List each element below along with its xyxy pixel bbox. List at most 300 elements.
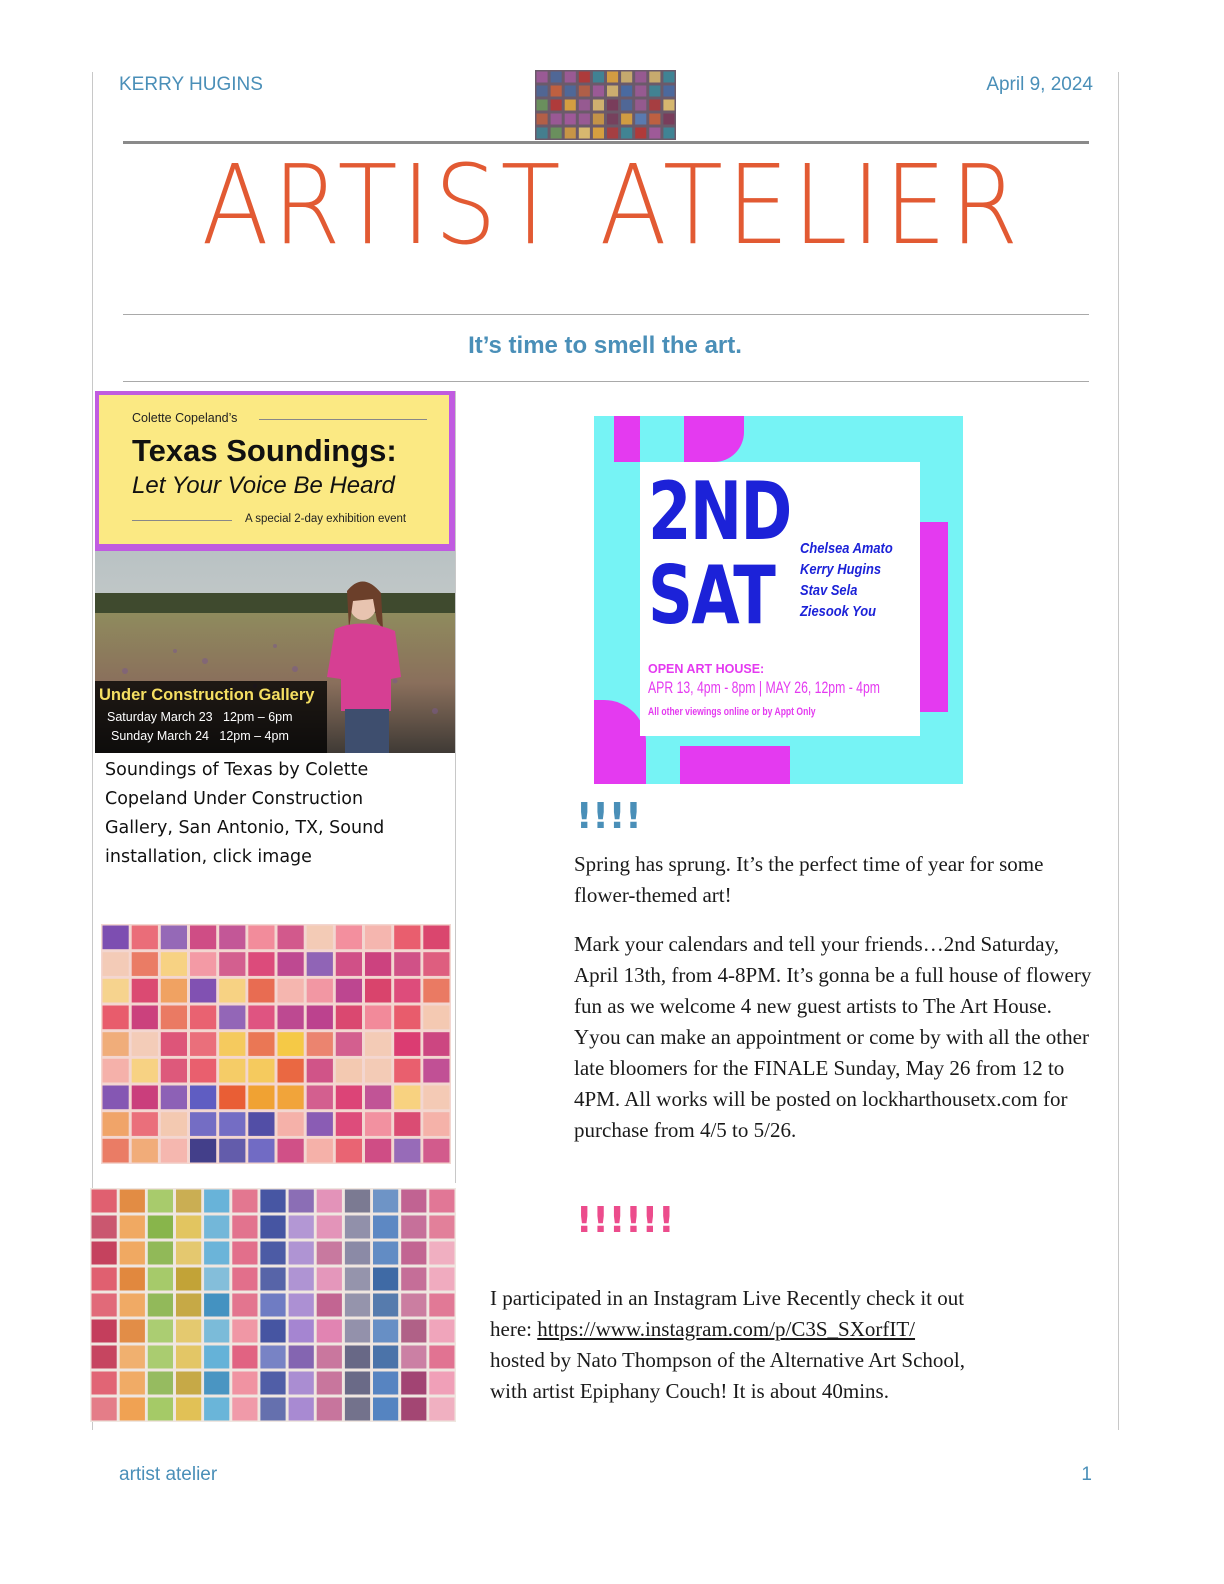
poster-day1: Saturday March 23 12pm – 6pm [107, 710, 293, 724]
tagline: It’s time to smell the art. [468, 332, 742, 359]
watercolor-tile [336, 1006, 362, 1030]
watercolor-tile [120, 1190, 145, 1213]
watercolor-tile [579, 114, 590, 125]
watercolor-tile [219, 1006, 245, 1030]
watercolor-tile [148, 1268, 173, 1291]
watercolor-tile [176, 1242, 201, 1265]
watercolor-tile [649, 100, 660, 111]
watercolor-tile [232, 1294, 257, 1317]
watercolor-tile [132, 1139, 158, 1163]
watercolor-tile [401, 1216, 426, 1239]
watercolor-tile [161, 979, 187, 1003]
watercolor-tile [307, 1139, 333, 1163]
watercolor-tile [394, 926, 420, 950]
watercolor-tile [394, 979, 420, 1003]
watercolor-tile [317, 1320, 342, 1343]
watercolor-tile [132, 979, 158, 1003]
second-saturday-poster[interactable] [594, 416, 963, 784]
instagram-paragraph [490, 1283, 970, 1407]
watercolor-tile [307, 1112, 333, 1136]
watercolor-tile [232, 1372, 257, 1395]
watercolor-tile [219, 952, 245, 976]
watercolor-tile [317, 1216, 342, 1239]
watercolor-tile [161, 1112, 187, 1136]
watercolor-tile [278, 1006, 304, 1030]
watercolor-tile [345, 1346, 370, 1369]
watercolor-tile [148, 1346, 173, 1369]
watercolor-tile [120, 1268, 145, 1291]
poster-gallery-box [95, 681, 327, 753]
watercolor-tile [401, 1190, 426, 1213]
watercolor-tile [551, 100, 562, 111]
watercolor-tile [317, 1268, 342, 1291]
watercolor-tile [345, 1242, 370, 1265]
watercolor-tile [394, 1059, 420, 1083]
watercolor-tile [278, 1032, 304, 1056]
watercolor-tile [204, 1372, 229, 1395]
watercolor-tile [132, 1059, 158, 1083]
watercolor-tile [394, 952, 420, 976]
watercolor-tile [551, 114, 562, 125]
watercolor-tile [232, 1268, 257, 1291]
watercolor-tile [394, 1112, 420, 1136]
watercolor-tile [248, 1032, 274, 1056]
watercolor-tile [429, 1398, 454, 1421]
watercolor-tile [204, 1346, 229, 1369]
watercolor-tile [635, 86, 646, 97]
watercolor-tile [373, 1372, 398, 1395]
instagram-link[interactable]: https://www.instagram.com/p/C3S_SXorfIT/ [537, 1317, 916, 1341]
watercolor-tile [401, 1320, 426, 1343]
watercolor-tile [278, 1059, 304, 1083]
watercolor-tile [537, 128, 548, 139]
watercolor-tile [248, 926, 274, 950]
watercolor-tile [336, 1139, 362, 1163]
watercolor-tile [219, 1032, 245, 1056]
watercolor-tile [120, 1216, 145, 1239]
watercolor-tile [317, 1242, 342, 1265]
watercolor-tile [148, 1242, 173, 1265]
texas-soundings-poster[interactable] [95, 391, 455, 753]
watercolor-tile [176, 1372, 201, 1395]
watercolor-tile [336, 926, 362, 950]
watercolor-tile [429, 1216, 454, 1239]
watercolor-tile [120, 1346, 145, 1369]
watercolor-tile [219, 1086, 245, 1110]
watercolor-tile [621, 86, 632, 97]
watercolor-tile [260, 1398, 285, 1421]
watercolor-tile [190, 1112, 216, 1136]
poster-2nd-sat-heading [648, 465, 791, 642]
watercolor-tile [219, 979, 245, 1003]
watercolor-tile [278, 1139, 304, 1163]
watercolor-tile [103, 1139, 129, 1163]
watercolor-tile [176, 1216, 201, 1239]
watercolor-tile [423, 1112, 449, 1136]
watercolor-tile [92, 1190, 117, 1213]
poster-heading-line1: 2ND [648, 465, 791, 558]
watercolor-tile [429, 1346, 454, 1369]
poster-artist: Stav Sela [800, 582, 858, 599]
watercolor-tile [120, 1398, 145, 1421]
poster-dates: APR 13, 4pm - 8pm | MAY 26, 12pm - 4pm [648, 678, 880, 697]
watercolor-tile [551, 86, 562, 97]
watercolor-tile [429, 1242, 454, 1265]
right-margin-rule [1118, 72, 1119, 1430]
poster-heading-line2: SAT [648, 549, 775, 642]
watercolor-tile [248, 952, 274, 976]
watercolor-tile [260, 1268, 285, 1291]
watercolor-tile [365, 979, 391, 1003]
watercolor-tile [260, 1294, 285, 1317]
watercolor-tile [190, 979, 216, 1003]
watercolor-tile [190, 1032, 216, 1056]
watercolor-tile [537, 86, 548, 97]
watercolor-tile [278, 952, 304, 976]
watercolor-tile [190, 926, 216, 950]
watercolor-tile [307, 1032, 333, 1056]
watercolor-tile [423, 979, 449, 1003]
watercolor-tile [307, 926, 333, 950]
watercolor-tile [161, 1086, 187, 1110]
watercolor-tile [579, 100, 590, 111]
watercolor-tile [365, 926, 391, 950]
watercolor-tile [537, 114, 548, 125]
watercolor-tile [394, 1139, 420, 1163]
watercolor-tile [593, 114, 604, 125]
watercolor-tile [336, 1059, 362, 1083]
watercolor-tile [176, 1346, 201, 1369]
watercolor-tile [232, 1320, 257, 1343]
watercolor-tile [365, 1112, 391, 1136]
watercolor-tile [565, 114, 576, 125]
watercolor-tile [92, 1346, 117, 1369]
watercolor-tile [278, 1086, 304, 1110]
watercolor-tile [663, 86, 674, 97]
watercolor-tile [260, 1346, 285, 1369]
watercolor-tile [248, 1139, 274, 1163]
watercolor-tile [307, 1086, 333, 1110]
watercolor-tile [423, 926, 449, 950]
spring-paragraph: Spring has sprung. It’s the perfect time of year for some flower-themed art! [574, 852, 1044, 907]
watercolor-tile [635, 100, 646, 111]
watercolor-tile [579, 72, 590, 83]
watercolor-tile [103, 952, 129, 976]
watercolor-tile [621, 114, 632, 125]
watercolor-tile [579, 128, 590, 139]
poster-artist: Chelsea Amato [800, 540, 893, 557]
watercolor-tile [317, 1294, 342, 1317]
watercolor-tile [289, 1372, 314, 1395]
watercolor-tile [103, 1032, 129, 1056]
watercolor-tile [232, 1398, 257, 1421]
watercolor-tile [565, 86, 576, 97]
watercolor-tile [317, 1398, 342, 1421]
watercolor-tile [161, 1006, 187, 1030]
watercolor-tile [190, 1139, 216, 1163]
issue-date: April 9, 2024 [986, 74, 1093, 95]
poster-rule-top [259, 419, 427, 420]
watercolor-tile [373, 1346, 398, 1369]
watercolor-tile [365, 1139, 391, 1163]
watercolor-tile [289, 1190, 314, 1213]
watercolor-tile [336, 1112, 362, 1136]
poster-note: A special 2-day exhibition event [245, 513, 407, 525]
exclamation-pink: !!!!!! [576, 1200, 675, 1241]
watercolor-tile [635, 128, 646, 139]
watercolor-tile [423, 952, 449, 976]
watercolor-tile [204, 1320, 229, 1343]
watercolor-tile [401, 1242, 426, 1265]
poster-gallery-name: Under Construction Gallery [99, 686, 315, 704]
poster-viewing-note: All other viewings online or by Appt Only [648, 706, 816, 718]
watercolor-tile [204, 1268, 229, 1291]
watercolor-tile [373, 1398, 398, 1421]
watercolor-tile [307, 1006, 333, 1030]
watercolor-tile [148, 1372, 173, 1395]
watercolor-tile [132, 926, 158, 950]
watercolor-tile [336, 979, 362, 1003]
watercolor-tile [132, 1112, 158, 1136]
watercolor-tile [317, 1372, 342, 1395]
watercolor-tile [219, 1139, 245, 1163]
watercolor-tile [649, 114, 660, 125]
watercolor-tile [103, 1086, 129, 1110]
watercolor-tile [663, 100, 674, 111]
poster-presenter: Colette Copeland’s [132, 411, 238, 425]
watercolor-tile [161, 1059, 187, 1083]
poster-white-panel [640, 462, 920, 736]
watercolor-tile [663, 114, 674, 125]
watercolor-tile [365, 1032, 391, 1056]
tagline-top-rule [123, 314, 1089, 315]
watercolor-tile [394, 1086, 420, 1110]
watercolor-tile [289, 1216, 314, 1239]
exclamation-blue: !!!! [576, 796, 642, 837]
poster-title: Texas Soundings: [132, 433, 397, 468]
watercolor-tile [204, 1398, 229, 1421]
watercolor-tile [190, 1059, 216, 1083]
watercolor-tile [423, 1139, 449, 1163]
header-thumbnail-image [535, 70, 676, 140]
watercolor-tile [537, 100, 548, 111]
watercolor-tile [190, 952, 216, 976]
watercolor-tile [607, 86, 618, 97]
watercolor-tile [579, 86, 590, 97]
watercolor-tile [161, 952, 187, 976]
watercolor-tile [260, 1320, 285, 1343]
watercolor-tile [423, 1059, 449, 1083]
poster-rule-bottom [132, 520, 232, 521]
watercolor-tile [345, 1372, 370, 1395]
watercolor-tile [373, 1190, 398, 1213]
watercolor-tile [176, 1320, 201, 1343]
watercolor-tile [345, 1190, 370, 1213]
watercolor-tile [423, 1006, 449, 1030]
watercolor-tile [423, 1032, 449, 1056]
watercolor-grid-pink [101, 924, 451, 1164]
watercolor-tile [429, 1320, 454, 1343]
watercolor-tile [204, 1242, 229, 1265]
watercolor-tile [232, 1242, 257, 1265]
watercolor-tile [373, 1320, 398, 1343]
watercolor-tile [176, 1294, 201, 1317]
instagram-text-before: I participated in an Instagram Live Recently check it out here: [490, 1286, 965, 1341]
watercolor-tile [365, 1059, 391, 1083]
watercolor-tile [365, 1006, 391, 1030]
watercolor-tile [92, 1320, 117, 1343]
watercolor-tile [373, 1268, 398, 1291]
watercolor-tile [317, 1346, 342, 1369]
watercolor-tile [219, 1112, 245, 1136]
watercolor-tile [148, 1294, 173, 1317]
watercolor-tile [161, 1139, 187, 1163]
watercolor-tile [401, 1294, 426, 1317]
watercolor-tile [103, 1006, 129, 1030]
watercolor-tile [289, 1320, 314, 1343]
watercolor-tile [176, 1268, 201, 1291]
watercolor-tile [148, 1216, 173, 1239]
watercolor-tile [248, 1086, 274, 1110]
watercolor-tile [336, 1032, 362, 1056]
watercolor-tile [132, 1032, 158, 1056]
watercolor-tile [649, 72, 660, 83]
poster-yellow-panel [99, 395, 449, 544]
tagline-bottom-rule [123, 381, 1089, 382]
watercolor-tile [649, 128, 660, 139]
watercolor-tile [232, 1216, 257, 1239]
watercolor-tile [260, 1190, 285, 1213]
watercolor-tile [148, 1190, 173, 1213]
poster-day2: Sunday March 24 12pm – 4pm [111, 729, 289, 743]
watercolor-tile [103, 926, 129, 950]
watercolor-tile [635, 114, 646, 125]
watercolor-tile [423, 1086, 449, 1110]
watercolor-tile [204, 1190, 229, 1213]
watercolor-tile [635, 72, 646, 83]
watercolor-tile [621, 128, 632, 139]
watercolor-tile [148, 1398, 173, 1421]
watercolor-tile [289, 1346, 314, 1369]
watercolor-tile [190, 1006, 216, 1030]
watercolor-tile [401, 1372, 426, 1395]
watercolor-tile [176, 1398, 201, 1421]
watercolor-tile [120, 1320, 145, 1343]
watercolor-tile [148, 1320, 173, 1343]
watercolor-tile [132, 1006, 158, 1030]
poster-shape-c [920, 522, 948, 712]
watercolor-tile [289, 1294, 314, 1317]
watercolor-tile [607, 114, 618, 125]
author-name: KERRY HUGINS [119, 74, 263, 95]
watercolor-tile [663, 72, 674, 83]
watercolor-tile [621, 72, 632, 83]
watercolor-tile [537, 72, 548, 83]
poster-shape-e [680, 746, 790, 784]
watercolor-tile [607, 128, 618, 139]
watercolor-tile [336, 1086, 362, 1110]
caption-column-rule [455, 391, 456, 1183]
poster-shape-b [684, 416, 744, 462]
watercolor-tile [593, 100, 604, 111]
watercolor-tile [219, 926, 245, 950]
watercolor-tile [248, 979, 274, 1003]
watercolor-tile [92, 1372, 117, 1395]
watercolor-tile [401, 1398, 426, 1421]
watercolor-tile [289, 1242, 314, 1265]
watercolor-tile [429, 1190, 454, 1213]
watercolor-tile [120, 1372, 145, 1395]
watercolor-tile [429, 1268, 454, 1291]
watercolor-tile [260, 1242, 285, 1265]
watercolor-tile [373, 1294, 398, 1317]
watercolor-tile [365, 1086, 391, 1110]
watercolor-tile [278, 926, 304, 950]
watercolor-tile [92, 1398, 117, 1421]
watercolor-tile [92, 1294, 117, 1317]
poster-artist-list [800, 538, 893, 622]
watercolor-tile [317, 1190, 342, 1213]
watercolor-tile [248, 1112, 274, 1136]
poster-artist: Kerry Hugins [800, 561, 882, 578]
watercolor-tile [132, 952, 158, 976]
watercolor-tile [260, 1216, 285, 1239]
watercolor-tile [551, 72, 562, 83]
watercolor-tile [593, 72, 604, 83]
second-saturday-paragraph: Mark your calendars and tell your friends…2nd Saturday, April 13th, from 4-8PM. It’s gonna be a full house of flowery fun as we welcome 4 new guest artists to The Art House. Yyou can make an appointment or come by with all the other late bloomers for the FINALE Sunday, May 26 from 12 to 4PM. All works will be posted on lockharthousetx.com for purchase from 4/5 to 5/26. [574, 932, 1092, 1142]
watercolor-tile [260, 1372, 285, 1395]
watercolor-tile [103, 1112, 129, 1136]
watercolor-tile [248, 1059, 274, 1083]
watercolor-tile [92, 1242, 117, 1265]
watercolor-tile [607, 72, 618, 83]
watercolor-tile [190, 1086, 216, 1110]
watercolor-tile [649, 86, 660, 97]
watercolor-tile [278, 1112, 304, 1136]
watercolor-tile [307, 952, 333, 976]
watercolor-tile [401, 1268, 426, 1291]
watercolor-tile [92, 1216, 117, 1239]
watercolor-tile [373, 1216, 398, 1239]
watercolor-tile [345, 1268, 370, 1291]
watercolor-tile [248, 1006, 274, 1030]
watercolor-tile [394, 1032, 420, 1056]
watercolor-tile [565, 128, 576, 139]
poster-artist: Ziesook You [800, 603, 876, 620]
watercolor-tile [161, 926, 187, 950]
watercolor-tile [593, 128, 604, 139]
texas-soundings-caption: Soundings of Texas by Colette Copeland Under Construction Gallery, San Antonio, TX, Sound installation, click image [105, 760, 385, 867]
page-number: 1 [1081, 1464, 1092, 1485]
watercolor-tile [345, 1216, 370, 1239]
watercolor-tile [103, 1059, 129, 1083]
watercolor-tile [92, 1268, 117, 1291]
watercolor-tile [394, 1006, 420, 1030]
watercolor-tile [429, 1294, 454, 1317]
watercolor-tile [161, 1032, 187, 1056]
watercolor-tile [103, 979, 129, 1003]
watercolor-tile [345, 1320, 370, 1343]
watercolor-tile [307, 1059, 333, 1083]
watercolor-tile [365, 952, 391, 976]
watercolor-tile [232, 1190, 257, 1213]
watercolor-tile [204, 1294, 229, 1317]
footer-publication-name: artist atelier [119, 1464, 218, 1485]
instagram-text-after: hosted by Nato Thompson of the Alternative Art School, with artist Epiphany Couch! It is about 40mins. [490, 1348, 965, 1403]
watercolor-tile [219, 1059, 245, 1083]
watercolor-tile [278, 979, 304, 1003]
watercolor-grid-rainbow [90, 1188, 456, 1422]
